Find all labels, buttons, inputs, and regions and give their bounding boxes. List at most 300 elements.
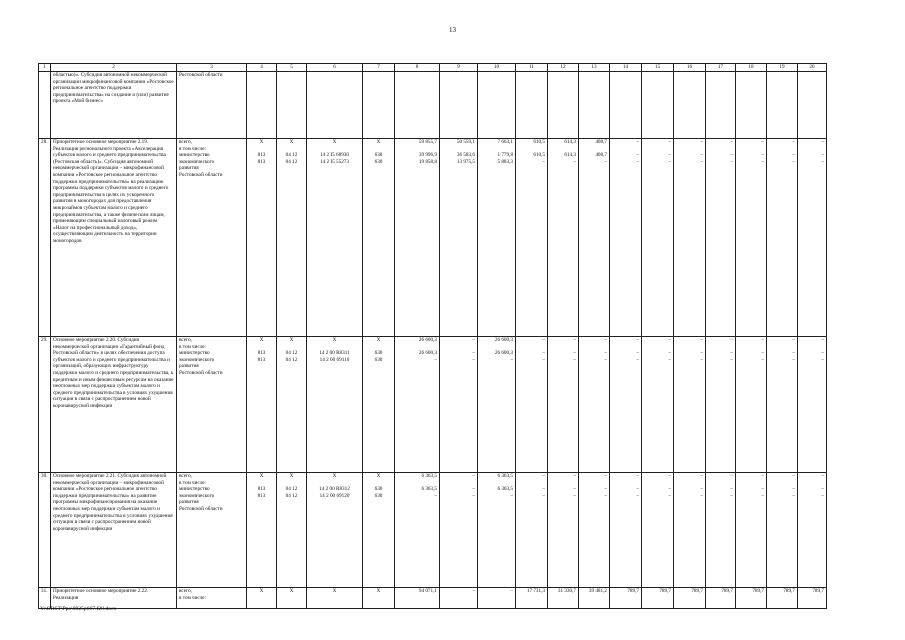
value-cell <box>548 139 579 337</box>
value-cell <box>277 337 307 473</box>
value-cell <box>767 139 798 337</box>
value-cell <box>642 473 674 588</box>
cell-value: – <box>700 158 703 165</box>
value-cell <box>642 588 674 609</box>
value-cell <box>767 588 798 609</box>
cell-value: X <box>376 139 381 145</box>
cell-value: 13 975,5 <box>456 158 475 165</box>
cell-value: – <box>700 350 703 357</box>
executor: Ростовской области <box>177 72 247 139</box>
cell-value: – <box>472 350 475 357</box>
cell-value: – <box>792 139 795 145</box>
value-cell <box>307 337 363 473</box>
cell-value: – <box>821 139 824 145</box>
cell-value: – <box>636 152 639 159</box>
cell-value: 17 731,3 <box>526 588 545 594</box>
executor-line: в том числе: <box>179 145 207 152</box>
cell-value: 630 <box>374 492 383 499</box>
cell-value: 6 363,5 <box>421 486 437 493</box>
value-cell <box>516 337 548 473</box>
column-number: 1 <box>39 64 51 72</box>
cell-value: 14 2 00 R8312 <box>319 486 350 493</box>
cell-value: – <box>821 356 824 363</box>
cell-value: – <box>604 337 607 343</box>
executor-line: в том числе: <box>179 343 207 350</box>
cell-value: – <box>472 356 475 363</box>
value-cell <box>798 588 827 609</box>
cell-value: – <box>730 158 733 165</box>
row-number: 28. <box>39 139 51 337</box>
cell-value: 39 481,2 <box>588 588 607 594</box>
value-cell <box>798 473 827 588</box>
column-number: 13 <box>579 64 610 72</box>
value-cell <box>736 337 767 473</box>
cell-value: – <box>792 152 795 159</box>
cell-value: – <box>636 350 639 357</box>
executor <box>177 139 247 337</box>
cell-value: X <box>332 139 337 145</box>
cell-value: – <box>542 356 545 363</box>
cell-value: – <box>821 152 824 159</box>
value-cell <box>736 588 767 609</box>
executor-line: Ростовской области <box>179 171 223 178</box>
cell-value: 50 559,1 <box>456 139 475 145</box>
cell-value: 5 883,3 <box>497 158 513 165</box>
cell-value: 19 858,8 <box>418 158 437 165</box>
value-cell <box>579 588 610 609</box>
footer-file-path: Y:\ORST\Ppo\0825p667.f28.docx <box>40 606 117 612</box>
value-cell <box>478 473 516 588</box>
cell-value: 14 2 00 69110 <box>319 356 350 363</box>
value-cell <box>674 337 706 473</box>
value-cell <box>706 473 736 588</box>
cell-value: 26 600,3 <box>418 350 437 357</box>
cell-value: – <box>730 486 733 493</box>
value-cell <box>610 139 642 337</box>
value-cell <box>516 139 548 337</box>
cell-value: – <box>542 486 545 493</box>
cell-value: 14 2 00 69120 <box>319 492 350 499</box>
value-cell <box>548 337 579 473</box>
value-cell <box>478 588 516 609</box>
cell-value: – <box>761 350 764 357</box>
cell-value: 789,7 <box>783 588 795 594</box>
cell-value: 14 2 00 R8311 <box>319 350 350 357</box>
column-number: 12 <box>548 64 579 72</box>
cell-value: – <box>472 337 475 343</box>
cell-value: 14 2 I5 68930 <box>320 152 349 159</box>
cell-value: 26 600,3 <box>418 337 437 343</box>
value-cell <box>610 588 642 609</box>
executor-line: экономического <box>179 492 215 499</box>
value-cell <box>363 337 395 473</box>
value-cell <box>277 473 307 588</box>
executor-line: развития <box>179 499 199 506</box>
executor-line: Ростовской области <box>179 505 223 512</box>
cell-value: – <box>604 486 607 493</box>
cell-value: – <box>573 350 576 357</box>
cell-value: X <box>376 588 381 594</box>
cell-value: – <box>573 486 576 493</box>
cell-value: 630 <box>374 350 383 357</box>
cell-value: 789,7 <box>691 588 703 594</box>
column-number: 9 <box>440 64 478 72</box>
value-cell <box>363 139 395 337</box>
value-cell <box>706 337 736 473</box>
cell-value: – <box>792 473 795 479</box>
cell-value: – <box>761 492 764 499</box>
cell-value: 04 12 <box>285 152 298 159</box>
cell-value: 789,7 <box>812 588 824 594</box>
cell-value: X <box>259 588 264 594</box>
cell-value: – <box>668 350 671 357</box>
value-cell <box>277 588 307 609</box>
cell-value: 7 663,1 <box>497 139 513 145</box>
value-cell <box>674 588 706 609</box>
value-cell <box>548 473 579 588</box>
cell-value: – <box>730 139 733 145</box>
value-cell <box>706 588 736 609</box>
cell-value: 04 12 <box>285 486 298 493</box>
value-cell <box>642 337 674 473</box>
value-cell <box>478 337 516 473</box>
row-number: 31. <box>39 588 51 609</box>
value-cell <box>478 139 516 337</box>
cell-value: – <box>761 139 764 145</box>
cell-value: – <box>636 158 639 165</box>
cell-value: – <box>573 492 576 499</box>
column-number: 6 <box>307 64 363 72</box>
value-cell <box>610 473 642 588</box>
cell-value: – <box>761 356 764 363</box>
column-number: 7 <box>363 64 395 72</box>
cell-value: – <box>542 473 545 479</box>
value-cell <box>307 588 363 609</box>
cell-value: 04 12 <box>285 356 298 363</box>
cell-value: – <box>821 158 824 165</box>
executor-line: всего, <box>179 337 192 343</box>
cell-value: – <box>792 492 795 499</box>
cell-value: – <box>700 473 703 479</box>
value-cell <box>706 139 736 337</box>
cell-value: X <box>289 588 294 594</box>
cell-value: 26 600,3 <box>494 350 513 357</box>
value-cell <box>307 139 363 337</box>
cell-value: 630 <box>374 152 383 159</box>
executor <box>177 337 247 473</box>
value-cell <box>247 139 277 337</box>
value-cell <box>516 588 548 609</box>
cell-value: – <box>700 139 703 145</box>
cell-value: – <box>604 473 607 479</box>
column-number: 10 <box>478 64 516 72</box>
cell-value: 31 330,7 <box>557 588 576 594</box>
value-cell <box>440 139 478 337</box>
cell-value: 630 <box>374 356 383 363</box>
column-number: 16 <box>674 64 706 72</box>
column-number: 20 <box>798 64 827 72</box>
table-row <box>39 337 827 473</box>
cell-value: X <box>289 139 294 145</box>
value-cell <box>674 139 706 337</box>
cell-value: 789,7 <box>659 588 671 594</box>
cell-value: 36 583,6 <box>456 152 475 159</box>
value-cell <box>736 473 767 588</box>
cell-value: – <box>510 588 513 594</box>
executor-line: развития <box>179 165 199 172</box>
cell-value: 630 <box>374 486 383 493</box>
executor-line: министерство <box>179 486 210 493</box>
cell-value: – <box>636 139 639 145</box>
executor <box>177 588 247 609</box>
cell-value: – <box>668 158 671 165</box>
executor-line: всего, <box>179 139 192 145</box>
cell-value: – <box>434 356 437 363</box>
value-cell <box>440 473 478 588</box>
budget-table <box>38 63 827 609</box>
column-number: 11 <box>516 64 548 72</box>
cell-value: – <box>792 337 795 343</box>
column-number: 18 <box>736 64 767 72</box>
cell-value: – <box>792 486 795 493</box>
cell-value: – <box>700 337 703 343</box>
cell-value: – <box>761 473 764 479</box>
executor-line: экономического <box>179 356 215 363</box>
cell-value: X <box>289 337 294 343</box>
cell-value: – <box>668 486 671 493</box>
cell-value: 408,7 <box>595 139 607 145</box>
cell-value: X <box>259 337 264 343</box>
table-row <box>39 473 827 588</box>
activity-name: Приоритетное основное мероприятие 2.22. Реализация <box>51 588 177 609</box>
cell-value: – <box>700 486 703 493</box>
cell-value: – <box>573 356 576 363</box>
cell-value: – <box>700 492 703 499</box>
value-cell <box>395 588 440 609</box>
cell-value: X <box>259 473 264 479</box>
value-cell <box>277 139 307 337</box>
value-cell <box>767 473 798 588</box>
executor <box>177 473 247 588</box>
executor-line: министерство <box>179 152 210 159</box>
page-number: 13 <box>449 26 456 34</box>
cell-value: 6 363,5 <box>497 486 513 493</box>
column-number: 19 <box>767 64 798 72</box>
value-cell <box>307 473 363 588</box>
cell-value: – <box>636 486 639 493</box>
cell-value: 610,5 <box>533 139 545 145</box>
cell-value: – <box>668 139 671 145</box>
value-cell <box>247 588 277 609</box>
column-number: 8 <box>395 64 440 72</box>
cell-value: – <box>730 473 733 479</box>
cell-value: – <box>700 356 703 363</box>
cell-value: X <box>332 337 337 343</box>
cell-value: – <box>604 492 607 499</box>
cell-value: 1 779,8 <box>497 152 513 159</box>
cell-value: 04 12 <box>285 158 298 165</box>
cell-value: X <box>332 473 337 479</box>
executor-line: всего, <box>179 473 192 479</box>
cell-value: – <box>472 486 475 493</box>
value-cell <box>363 588 395 609</box>
cell-value: 813 <box>257 152 266 159</box>
value-cell <box>798 139 827 337</box>
cell-value: 04 12 <box>285 492 298 499</box>
cell-value: X <box>376 337 381 343</box>
cell-value: 614,3 <box>564 152 576 159</box>
cell-value: – <box>792 158 795 165</box>
executor-line: в том числе: <box>179 479 207 486</box>
cell-value: X <box>259 139 264 145</box>
cell-value: 813 <box>257 356 266 363</box>
cell-value: – <box>730 152 733 159</box>
cell-value: 813 <box>257 492 266 499</box>
column-number: 14 <box>610 64 642 72</box>
value-cell <box>395 337 440 473</box>
cell-value: – <box>434 492 437 499</box>
column-number: 3 <box>177 64 247 72</box>
cell-value: X <box>289 473 294 479</box>
cell-value: – <box>821 473 824 479</box>
cell-value: – <box>636 337 639 343</box>
cell-value: – <box>472 588 475 594</box>
cell-value: 789,7 <box>752 588 764 594</box>
value-cell <box>736 139 767 337</box>
cell-value: – <box>573 158 576 165</box>
executor-line: всего, <box>179 588 192 594</box>
header-row <box>39 64 827 72</box>
value-cell <box>247 337 277 473</box>
activity-name: Основное мероприятие 2.21. Субсидия автономной некоммерческой организации – микрофинансовой компании «Ростовское региональное агентство поддержки предпринимательства» на развитие программы микрофинансирования на оказание неотложных мер поддержки субъектам малого и среднего предпринимательства в условиях ухудшения ситуации в связи с распространением новой коронавирусной инфекции <box>51 473 177 588</box>
executor-line: экономического <box>179 158 215 165</box>
cell-value: – <box>542 337 545 343</box>
cell-value: – <box>636 356 639 363</box>
executor-line: Ростовской области <box>179 369 223 376</box>
column-number: 17 <box>706 64 736 72</box>
cell-value: 04 12 <box>285 350 298 357</box>
cell-value: – <box>821 350 824 357</box>
cell-value: 14 2 I5 55273 <box>320 158 349 165</box>
cell-value: – <box>821 486 824 493</box>
cell-value: – <box>792 350 795 357</box>
cell-value: – <box>573 337 576 343</box>
column-number: 15 <box>642 64 674 72</box>
cell-value: 39 996,9 <box>418 152 437 159</box>
cell-value: – <box>604 356 607 363</box>
column-number: 5 <box>277 64 307 72</box>
cell-value: – <box>510 356 513 363</box>
cell-value: – <box>604 350 607 357</box>
cell-value: 789,7 <box>627 588 639 594</box>
cell-value: – <box>510 492 513 499</box>
cell-value: – <box>573 473 576 479</box>
cell-value: 94 071,1 <box>418 588 437 594</box>
cell-value: 789,7 <box>721 588 733 594</box>
cell-value: 6 363,5 <box>421 473 437 479</box>
cell-value: – <box>542 158 545 165</box>
cell-value: 813 <box>257 158 266 165</box>
cell-value: 610,5 <box>533 152 545 159</box>
cell-value: – <box>761 337 764 343</box>
cell-value: 813 <box>257 486 266 493</box>
cell-value: – <box>668 473 671 479</box>
activity-name: Приоритетное основное мероприятие 2.19. Реализация регионального проекта «Акселерация субъектов малого и среднего предпринимательства (Ростовская область)». Субсидия автономной некоммерческой организации – микрофинансовой компании «Ростовское региональное агентство поддержки предпринимательства» на реализацию программы поддержки субъектов малого и среднего предпринимательства в целях их ускоренного развития в моногородах для предоставления микрозаймов субъектам малого и среднего предпринимательства, а также физическим лицам, применяющим специальный налоговый режим «Налог на профессиональный доход», осуществляющим деятельность на территории моногородов <box>51 139 177 337</box>
value-cell <box>579 473 610 588</box>
cell-value: 614,3 <box>564 139 576 145</box>
cell-value: 6 363,5 <box>497 473 513 479</box>
value-cell <box>440 337 478 473</box>
cell-value: – <box>668 152 671 159</box>
row-number: 29. <box>39 337 51 473</box>
value-cell <box>579 139 610 337</box>
cell-value: X <box>376 473 381 479</box>
cell-value: – <box>821 337 824 343</box>
value-cell <box>516 473 548 588</box>
cell-value: X <box>332 588 337 594</box>
value-cell <box>548 588 579 609</box>
cell-value: – <box>730 492 733 499</box>
value-cell <box>798 337 827 473</box>
cell-value: – <box>730 350 733 357</box>
cell-value: – <box>761 152 764 159</box>
cell-value: – <box>472 473 475 479</box>
cell-value: – <box>730 337 733 343</box>
cell-value: 59 855,7 <box>418 139 437 145</box>
cell-value: – <box>636 492 639 499</box>
continued-row <box>39 72 827 139</box>
cell-value: – <box>604 158 607 165</box>
cell-value: – <box>761 486 764 493</box>
cell-value: 26 600,3 <box>494 337 513 343</box>
value-cell <box>363 473 395 588</box>
cell-value: – <box>668 356 671 363</box>
value-cell <box>395 139 440 337</box>
value-cell <box>642 139 674 337</box>
cell-value: – <box>542 350 545 357</box>
activity-name: областью)». Субсидия автономной некоммерческой организации микрофинансовой компании «Ростовское региональное агентство поддержки предпринимательства» на создание и (или) развитие проекта «Мой бизнес» <box>51 72 177 139</box>
activity-name: Основное мероприятие 2.20. Субсидия некоммерческой организации «Гарантийный фонд Ростовской области» в целях обеспечения доступа субъектов малого и среднего предпринимательства и организаций, образующих инфраструктуру поддержки малого и среднего предпринимательства, к кредитным и иным финансовым ресурсам на оказание неотложных мер поддержки субъектам малого и среднего предпринимательства в условиях ухудшения ситуации в связи с распространением новой коронавирусной инфекции <box>51 337 177 473</box>
cell-value: – <box>542 492 545 499</box>
cell-value: – <box>700 152 703 159</box>
row-number: 30. <box>39 473 51 588</box>
value-cell <box>440 588 478 609</box>
table-row <box>39 139 827 337</box>
value-cell <box>579 337 610 473</box>
value-cell <box>610 337 642 473</box>
value-cell <box>674 473 706 588</box>
executor-line: развития <box>179 363 199 370</box>
cell-value: – <box>761 158 764 165</box>
cell-value: – <box>792 356 795 363</box>
value-cell <box>395 473 440 588</box>
value-cell <box>247 473 277 588</box>
column-number: 2 <box>51 64 177 72</box>
cell-value: 630 <box>374 158 383 165</box>
value-cell <box>767 337 798 473</box>
table-row <box>39 588 827 609</box>
cell-value: – <box>472 492 475 499</box>
cell-value: – <box>668 337 671 343</box>
cell-value: – <box>636 473 639 479</box>
executor-line: министерство <box>179 350 210 357</box>
executor-line: в том числе: <box>179 594 207 601</box>
column-number: 4 <box>247 64 277 72</box>
cell-value: – <box>668 492 671 499</box>
cell-value: 813 <box>257 350 266 357</box>
cell-value: 408,7 <box>595 152 607 159</box>
cell-value: – <box>730 356 733 363</box>
